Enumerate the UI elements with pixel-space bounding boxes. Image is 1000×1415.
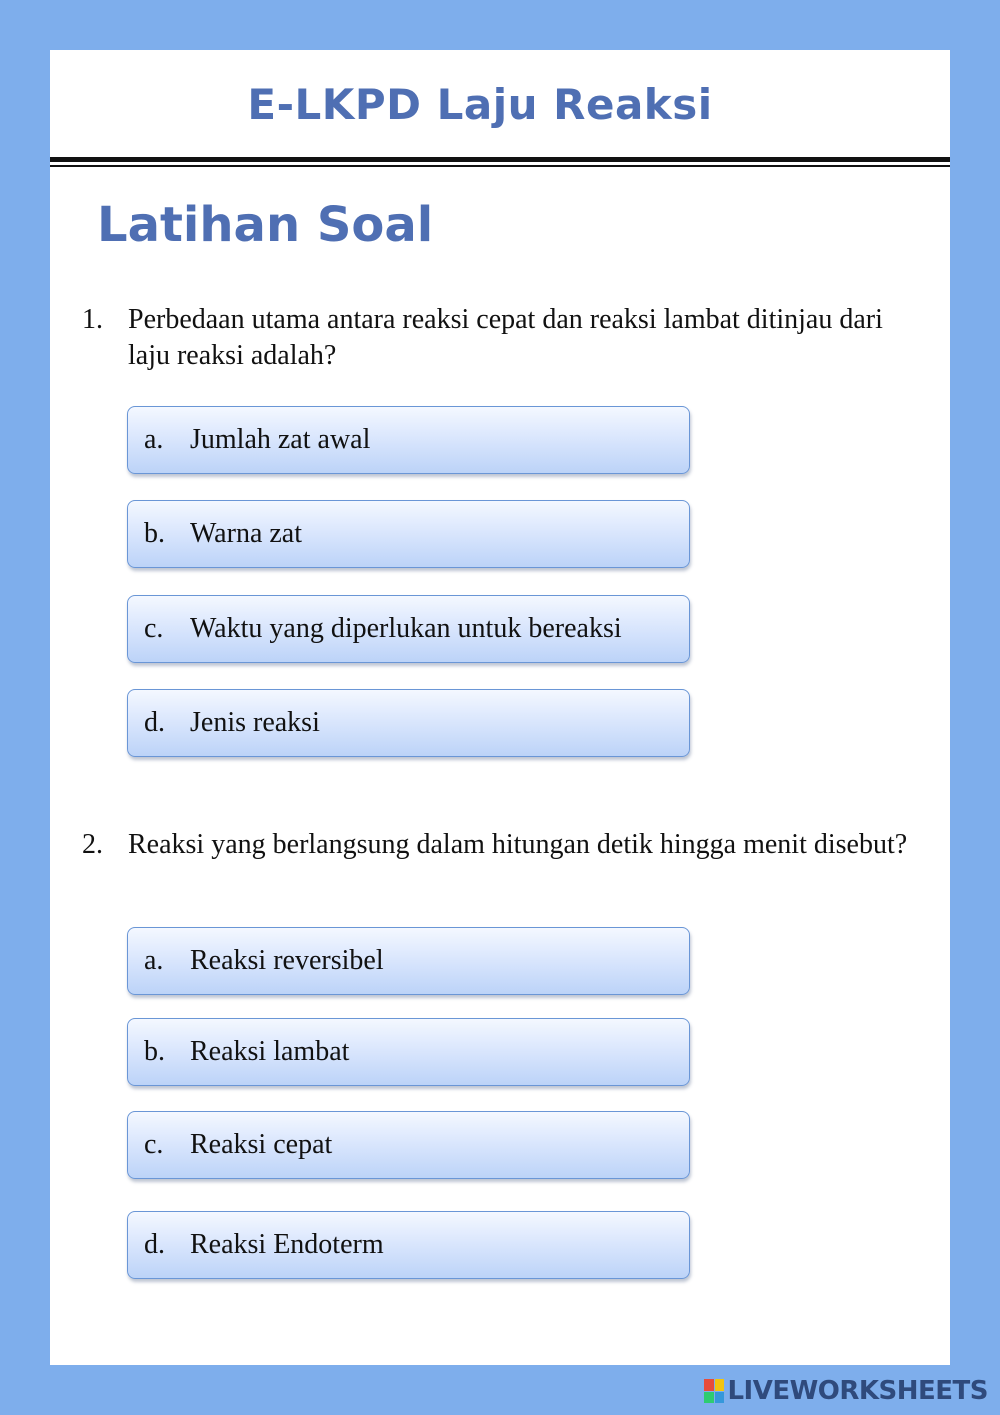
- option-text: Reaksi cepat: [190, 1129, 333, 1160]
- option-letter: a.: [144, 424, 164, 455]
- question-2: [82, 827, 912, 863]
- option-letter: d.: [144, 1229, 165, 1260]
- option-letter: a.: [144, 945, 164, 976]
- q1-option-d[interactable]: [127, 689, 690, 757]
- q2-option-c[interactable]: [127, 1111, 690, 1179]
- q2-option-b[interactable]: [127, 1018, 690, 1086]
- q1-option-b[interactable]: [127, 500, 690, 568]
- option-text: Reaksi lambat: [190, 1036, 350, 1067]
- logo-square: [715, 1379, 725, 1391]
- option-text: Jenis reaksi: [190, 707, 320, 738]
- question-number: 2.: [82, 829, 103, 860]
- logo-square: [704, 1392, 714, 1404]
- option-text: Jumlah zat awal: [190, 424, 371, 455]
- option-letter: c.: [144, 1129, 164, 1160]
- option-letter: b.: [144, 1036, 165, 1067]
- question-number: 1.: [82, 304, 103, 335]
- question-text: Reaksi yang berlangsung dalam hitungan detik hingga menit disebut?: [128, 829, 908, 860]
- header-divider-thick: [50, 157, 950, 162]
- logo-square: [715, 1392, 725, 1404]
- option-letter: c.: [144, 613, 164, 644]
- logo-square: [704, 1379, 714, 1391]
- q2-option-a[interactable]: [127, 927, 690, 995]
- question-text: Perbedaan utama antara reaksi cepat dan reaksi lambat ditinjau dari laju reaksi adalah?: [128, 304, 883, 371]
- option-text: Reaksi Endoterm: [190, 1229, 384, 1260]
- brand-name: LIVEWORKSHEETS: [727, 1376, 988, 1406]
- liveworksheets-logo[interactable]: [704, 1373, 988, 1409]
- header-divider-thin: [50, 165, 950, 167]
- option-letter: b.: [144, 518, 165, 549]
- option-text: Reaksi reversibel: [190, 945, 384, 976]
- question-1: [82, 302, 912, 374]
- page-title: E-LKPD Laju Reaksi: [247, 80, 713, 129]
- liveworksheets-logo-icon: [704, 1379, 724, 1403]
- q2-option-d[interactable]: [127, 1211, 690, 1279]
- option-letter: d.: [144, 707, 165, 738]
- option-text: Waktu yang diperlukan untuk bereaksi: [190, 613, 622, 644]
- q1-option-a[interactable]: [127, 406, 690, 474]
- option-text: Warna zat: [190, 518, 302, 549]
- q1-option-c[interactable]: [127, 595, 690, 663]
- section-title: Latihan Soal: [97, 197, 434, 253]
